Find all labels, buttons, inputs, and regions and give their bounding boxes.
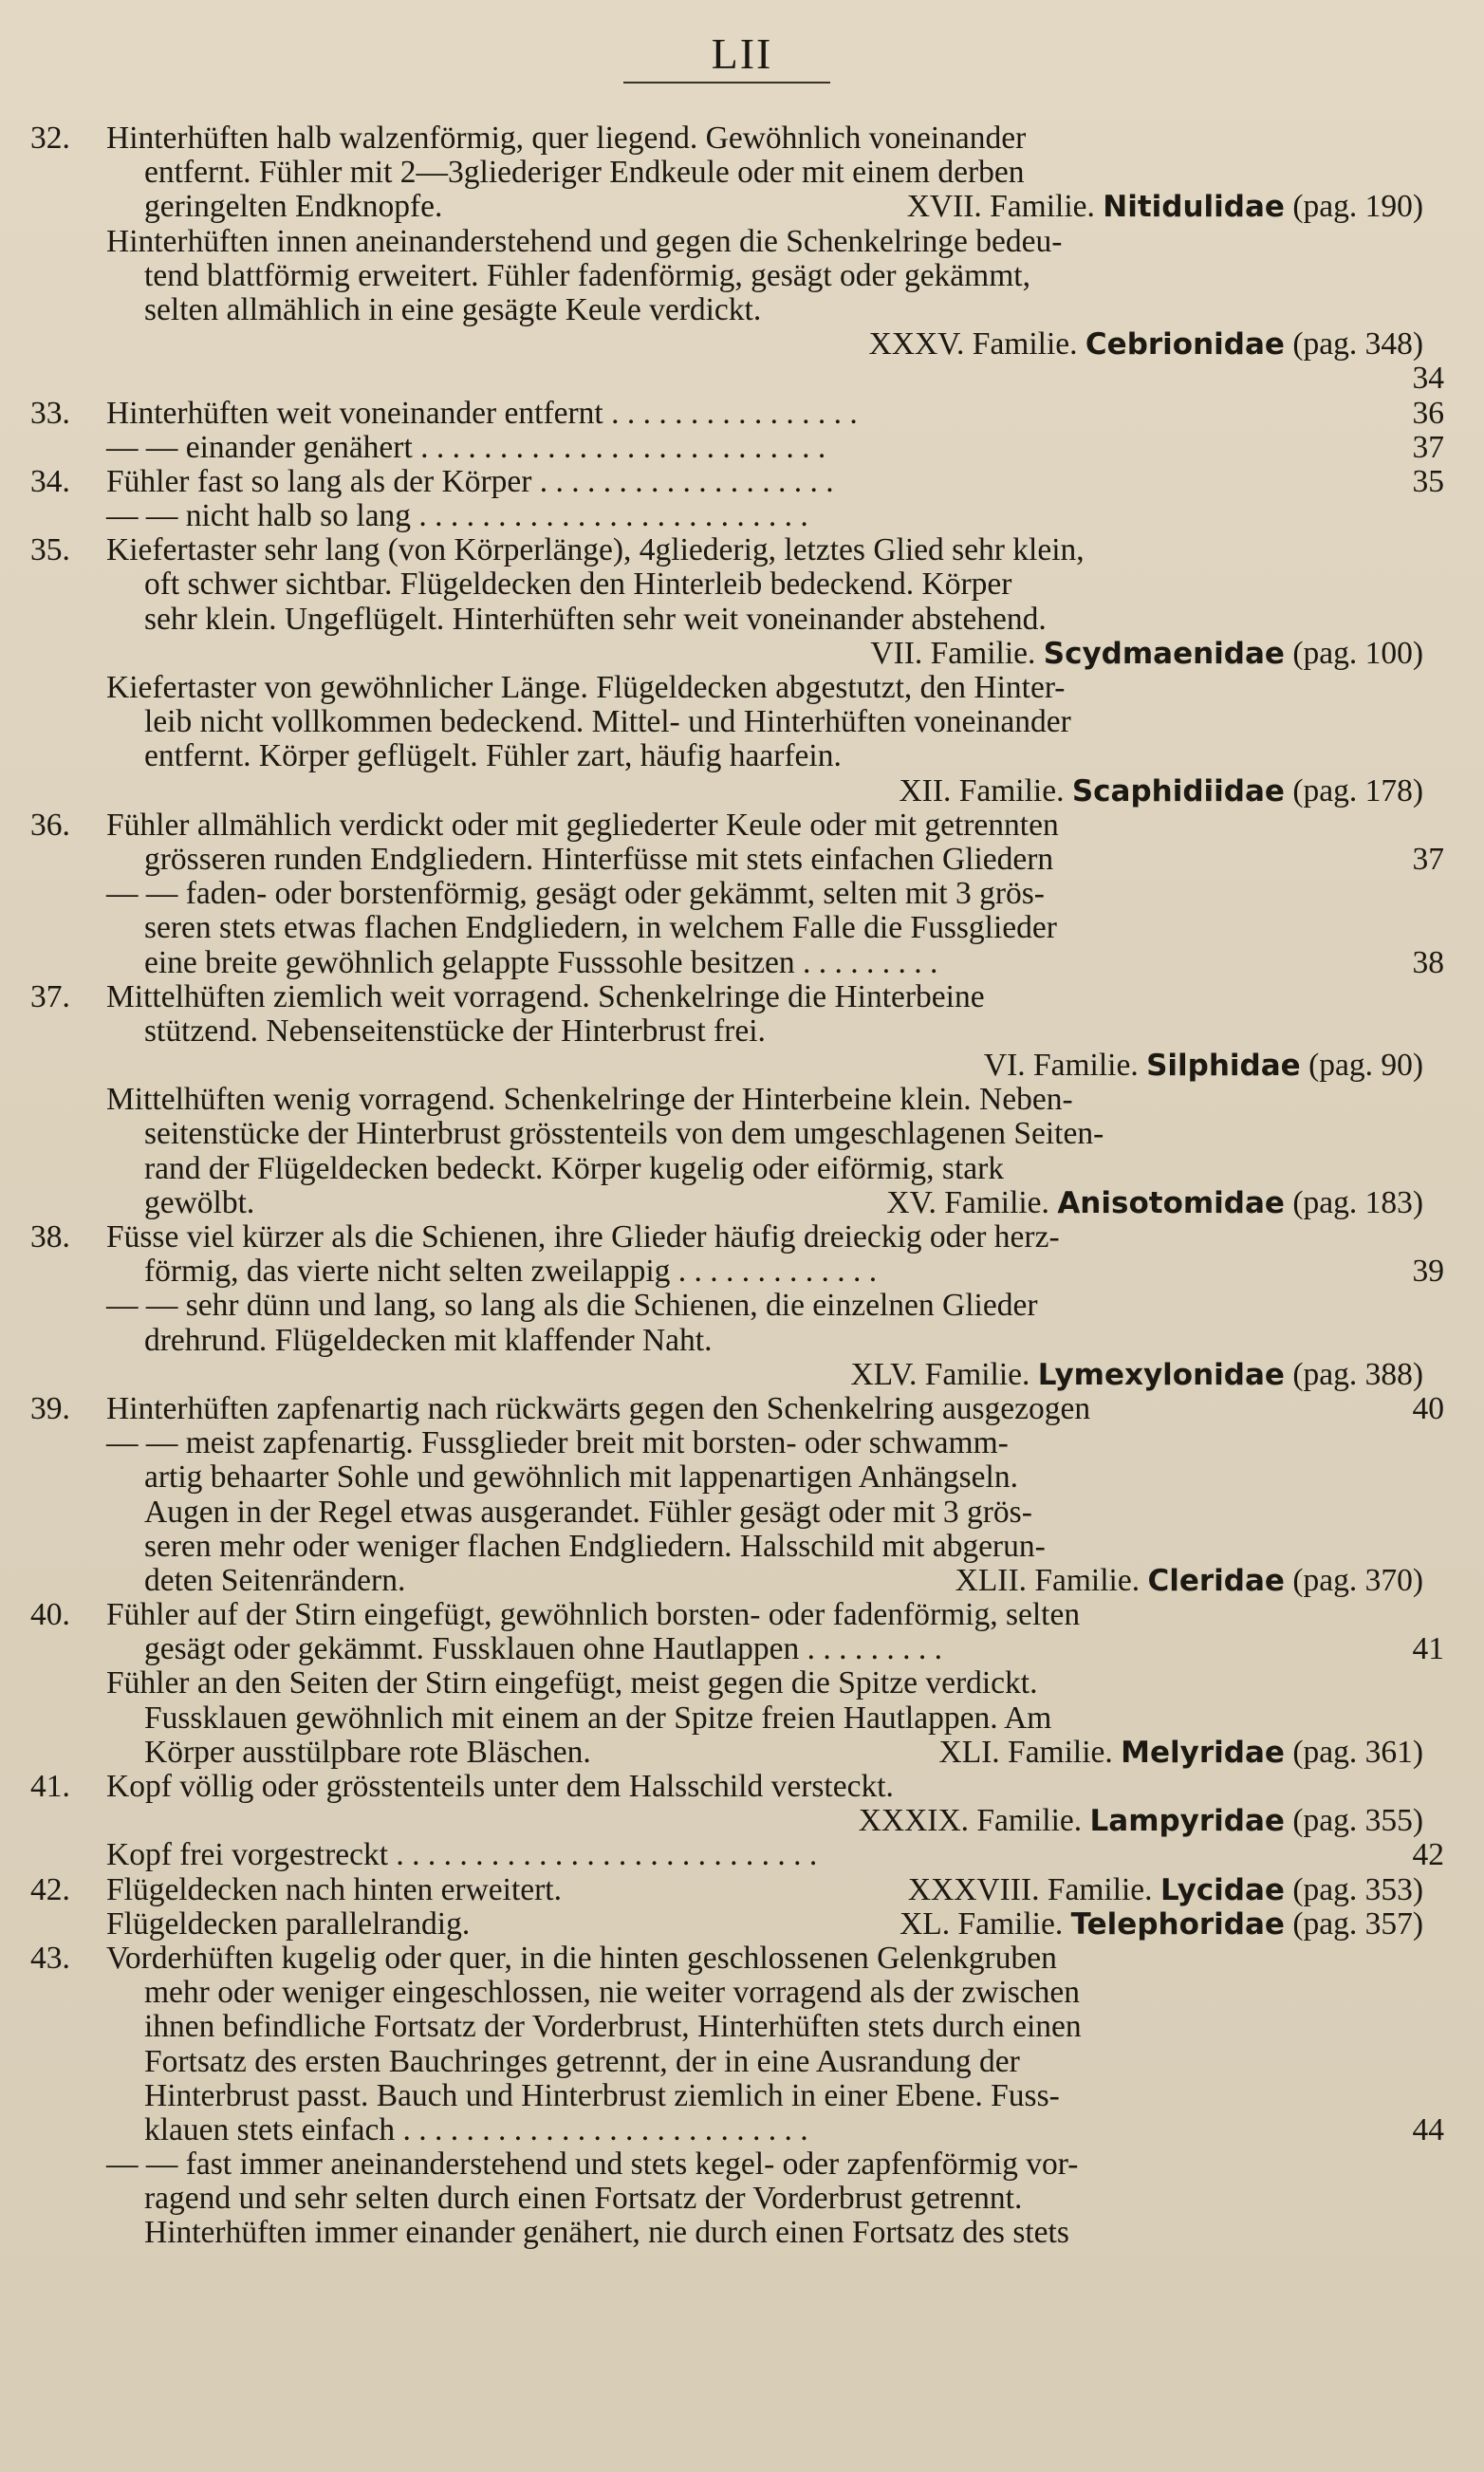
text-line [30,2216,1444,2250]
family-page: (pag. 348) [1292,326,1423,362]
text-line [30,1392,1444,1426]
line-text: gesägt oder gekämmt. Fussklauen ohne Hautlappen . . . . . . . . . [144,1631,943,1667]
couplet-reference: 44 [1412,2111,1444,2147]
couplet-number: 37. [30,978,70,1014]
line-text: Kopf frei vorgestreckt . . . . . . . . . . . . . . . . . . . . . . . . . . . [106,1837,818,1873]
couplet-number: 42. [30,1871,70,1907]
text-line [30,1496,1444,1530]
line-text: seitenstücke der Hinterbrust grösstenteils von dem umgeschlagenen Seiten- [144,1116,1104,1152]
family-page: (pag. 183) [1292,1184,1423,1220]
family-label: XLV. Familie. [850,1356,1030,1392]
text-line [30,1460,1444,1495]
couplet-reference: 35 [1412,463,1444,499]
family-reference [900,1907,1423,1942]
family-name: Lycidae [1159,1872,1285,1907]
couplet-number: 39. [30,1390,70,1426]
text-line [30,2045,1444,2079]
line-text: sehr klein. Ungeflügelt. Hinterhüften sehr weit voneinander abstehend. [144,601,1047,637]
text-line [30,774,1444,809]
line-text: Fortsatz des ersten Bauchringes getrennt, der in eine Ausrandung der [144,2043,1020,2079]
line-text: ragend und sehr selten durch einen Fortsatz der Vorderbrust getrennt. [144,2181,1023,2217]
family-label: XV. Familie. [886,1184,1049,1220]
couplet-reference: 38 [1412,944,1444,980]
family-page: (pag. 353) [1292,1871,1423,1907]
text-line [30,1083,1444,1117]
text-line [30,1186,1444,1220]
text-line [30,567,1444,602]
family-reference [955,1564,1423,1598]
line-text: — — faden- oder borstenförmig, gesägt oder gekämmt, selten mit 3 grös- [106,876,1045,912]
family-name: Scydmaenidae [1043,636,1285,671]
text-line [30,1770,1444,1804]
couplet-number: 36. [30,807,70,843]
text-line [30,946,1444,980]
text-line [30,671,1444,705]
text-line [30,1426,1444,1460]
line-text: entfernt. Körper geflügelt. Fühler zart, häufig haarfein. [144,738,842,774]
line-text: Hinterhüften weit voneinander entfernt . . . . . . . . . . . . . . . . [106,395,858,431]
line-text: Mittelhüften ziemlich weit vorragend. Schenkelringe die Hinterbeine [106,978,985,1014]
line-text: Fühler an den Seiten der Stirn eingefügt, meist gegen die Spitze verdickt. [106,1665,1038,1701]
text-line [30,2079,1444,2113]
line-text: rand der Flügeldecken bedeckt. Körper kugelig oder eiförmig, stark [144,1150,1005,1186]
family-label: XL. Familie. [900,1905,1064,1942]
family-reference [869,327,1423,362]
family-name: Telephoridae [1070,1906,1285,1942]
family-name: Lymexylonidae [1037,1357,1285,1392]
family-reference [886,1186,1423,1220]
family-page: (pag. 388) [1292,1356,1423,1392]
family-label: XVII. Familie. [906,189,1095,225]
line-text: Vorderhüften kugelig oder quer, in die hinten geschlossenen Gelenkgruben [106,1940,1057,1976]
text-line [30,1358,1444,1392]
line-text: oft schwer sichtbar. Flügeldecken den Hinterleib bedeckend. Körper [144,567,1012,603]
text-line [30,293,1444,327]
text-line [30,1530,1444,1564]
line-text: artig behaarter Sohle und gewöhnlich mit lappenartigen Anhängseln. [144,1459,1018,1496]
text-line [30,1014,1444,1049]
text-line [30,465,1444,499]
family-page: (pag. 357) [1292,1905,1423,1942]
line-text: Hinterhüften immer einander genähert, nie durch einen Fortsatz des stets [144,2215,1069,2251]
line-text: Körper ausstülpbare rote Bläschen. [144,1734,591,1770]
line-text: — — sehr dünn und lang, so lang als die Schienen, die einzelnen Glieder [106,1288,1038,1324]
family-page: (pag. 370) [1292,1562,1423,1598]
text-line [30,1289,1444,1323]
text-line [30,1736,1444,1770]
family-name: Nitidulidae [1103,190,1285,225]
text-line [30,911,1444,945]
line-text: gewölbt. [144,1184,255,1220]
family-name: Lampyridae [1089,1804,1285,1839]
line-text: seren mehr oder weniger flachen Endgliedern. Halsschild mit abgerun- [144,1528,1046,1564]
text-line [30,1873,1444,1907]
family-name: Anisotomidae [1057,1185,1285,1220]
family-label: XXXIX. Familie. [858,1803,1083,1839]
couplet-number: 32. [30,121,70,156]
text-line [30,1976,1444,2010]
text-line [30,225,1444,259]
line-text: Kiefertaster von gewöhnlicher Länge. Flügeldecken abgestutzt, den Hinter- [106,670,1066,705]
family-label: XLI. Familie. [938,1734,1113,1770]
text-line [30,431,1444,465]
family-name: Scaphidiidae [1071,773,1285,809]
line-text: ihnen befindliche Fortsatz der Vorderbrust, Hinterhüften stets durch einen [144,2009,1082,2045]
couplet-reference: 37 [1412,841,1444,877]
couplet-reference: 37 [1412,429,1444,465]
family-label: XII. Familie. [899,772,1065,809]
text-line [30,1838,1444,1872]
couplet-reference: 40 [1412,1390,1444,1426]
line-text: Mittelhüften wenig vorragend. Schenkelringe der Hinterbeine klein. Neben- [106,1082,1073,1118]
family-reference [850,1358,1423,1392]
text-line [30,1152,1444,1186]
text-line [30,1049,1444,1083]
line-text: tend blattförmig erweitert. Fühler fadenförmig, gesägt oder gekämmt, [144,257,1030,293]
line-text: Kiefertaster sehr lang (von Körperlänge), 4gliederig, letztes Glied sehr klein, [106,532,1085,568]
key-text [30,121,1444,2251]
text-line [30,1907,1444,1942]
couplet-reference: 39 [1412,1254,1444,1290]
family-page: (pag. 90) [1308,1048,1423,1084]
line-text: — — fast immer aneinanderstehend und stets kegel- oder zapfenförmig vor- [106,2147,1079,2183]
line-text: leib nicht vollkommen bedeckend. Mittel- und Hinterhüften voneinander [144,704,1071,740]
text-line [30,809,1444,843]
line-text: Hinterbrust passt. Bauch und Hinterbrust ziemlich in einer Ebene. Fuss- [144,2077,1060,2113]
couplet-reference: 41 [1412,1631,1444,1667]
line-text: Flügeldecken nach hinten erweitert. [106,1871,562,1907]
text-line [30,1632,1444,1666]
page-number: LII [711,29,773,78]
line-text: Kopf völlig oder grösstenteils unter dem Halsschild versteckt. [106,1769,894,1804]
line-text: drehrund. Flügeldecken mit klaffender Naht. [144,1322,713,1358]
text-line [30,1701,1444,1736]
text-line [30,259,1444,293]
family-name: Cebrionidae [1085,327,1285,362]
text-line [30,1598,1444,1632]
line-text: entfernt. Fühler mit 2—3gliederiger Endkeule oder mit einem derben [144,155,1025,191]
couplet-number: 38. [30,1219,70,1255]
text-line [30,2182,1444,2216]
line-text: selten allmählich in eine gesägte Keule verdickt. [144,291,762,327]
line-text: geringelten Endknopfe. [144,189,443,225]
family-label: VII. Familie. [870,635,1036,671]
line-text: — — nicht halb so lang . . . . . . . . . . . . . . . . . . . . . . . . . [106,498,808,534]
text-line [30,1324,1444,1358]
text-line [30,877,1444,911]
text-line [30,327,1444,362]
family-name: Silphidae [1146,1049,1301,1084]
header-rule [623,82,830,84]
text-line [30,1255,1444,1289]
line-text: seren stets etwas flachen Endgliedern, in welchem Falle die Fussglieder [144,910,1057,946]
line-text: klauen stets einfach . . . . . . . . . . . . . . . . . . . . . . . . . . [144,2111,808,2147]
family-label: XXXVIII. Familie. [907,1871,1153,1907]
line-text: Füsse viel kürzer als die Schienen, ihre Glieder häufig dreieckig oder herz- [106,1219,1060,1255]
text-line [30,499,1444,533]
couplet-number: 41. [30,1769,70,1804]
text-line [30,121,1444,156]
couplet-number: 43. [30,1940,70,1976]
family-reference [859,1804,1423,1838]
line-text: Hinterhüften innen aneinanderstehend und gegen die Schenkelringe bedeu- [106,223,1063,259]
couplet-number: 33. [30,395,70,431]
text-line [30,1804,1444,1838]
text-line [30,362,1444,396]
text-line [30,156,1444,190]
text-line [30,980,1444,1014]
text-line [30,397,1444,431]
text-line [30,1117,1444,1151]
family-label: VI. Familie. [983,1048,1139,1084]
text-line [30,2147,1444,2182]
couplet-reference: 36 [1412,395,1444,431]
line-text: mehr oder weniger eingeschlossen, nie weiter vorragend als der zwischen [144,1975,1081,2011]
couplet-reference: 42 [1412,1837,1444,1873]
family-reference [984,1049,1423,1083]
text-line [30,533,1444,567]
line-text: Flügeldecken parallelrandig. [106,1905,471,1942]
family-page: (pag. 178) [1292,772,1423,809]
text-line [30,1564,1444,1598]
family-reference [907,190,1423,224]
line-text: Fühler allmählich verdickt oder mit gegliederter Keule oder mit getrennten [106,807,1059,843]
line-text: stützend. Nebenseitenstücke der Hinterbrust frei. [144,1013,766,1049]
line-text: Augen in der Regel etwas ausgerandet. Fühler gesägt oder mit 3 grös- [144,1494,1032,1530]
line-text: förmig, das vierte nicht selten zweilappig . . . . . . . . . . . . . [144,1254,878,1290]
family-reference [899,774,1423,809]
text-line [30,705,1444,739]
family-page: (pag. 355) [1292,1803,1423,1839]
text-line [30,190,1444,224]
line-text: eine breite gewöhnlich gelappte Fusssohle besitzen . . . . . . . . . [144,944,938,980]
family-page: (pag. 190) [1292,189,1423,225]
line-text: Fühler fast so lang als der Körper . . . . . . . . . . . . . . . . . . . [106,463,834,499]
family-reference [939,1736,1424,1770]
text-line [30,637,1444,671]
couplet-number: 34. [30,463,70,499]
text-line [30,1942,1444,1976]
line-text: Fussklauen gewöhnlich mit einem an der Spitze freien Hautlappen. Am [144,1700,1052,1736]
text-line [30,603,1444,637]
line-text: deten Seitenrändern. [144,1562,406,1598]
family-name: Cleridae [1147,1563,1285,1598]
text-line [30,843,1444,877]
text-line [30,2113,1444,2147]
line-text: Hinterhüften halb walzenförmig, quer liegend. Gewöhnlich voneinander [106,121,1027,156]
line-text: Hinterhüften zapfenartig nach rückwärts gegen den Schenkelring ausgezogen [106,1390,1091,1426]
text-line [30,2010,1444,2044]
text-line [30,1220,1444,1255]
family-label: XLII. Familie. [955,1562,1141,1598]
family-page: (pag. 361) [1292,1734,1423,1770]
family-name: Melyridae [1121,1735,1285,1770]
couplet-number: 40. [30,1597,70,1633]
line-text: — — einander genähert . . . . . . . . . . . . . . . . . . . . . . . . . . [106,429,826,465]
text-line [30,1666,1444,1701]
couplet-number: 35. [30,532,70,568]
text-line [30,739,1444,773]
line-text: grösseren runden Endgliedern. Hinterfüsse mit stets einfachen Gliedern [144,841,1054,877]
line-text: — — meist zapfenartig. Fussglieder breit mit borsten- oder schwamm- [106,1425,1009,1461]
couplet-reference: 34 [1412,361,1444,397]
family-reference [870,637,1423,671]
family-label: XXXV. Familie. [868,326,1078,362]
line-text: Fühler auf der Stirn eingefügt, gewöhnlich borsten- oder fadenförmig, selten [106,1597,1081,1633]
family-reference [908,1873,1423,1907]
family-page: (pag. 100) [1292,635,1423,671]
